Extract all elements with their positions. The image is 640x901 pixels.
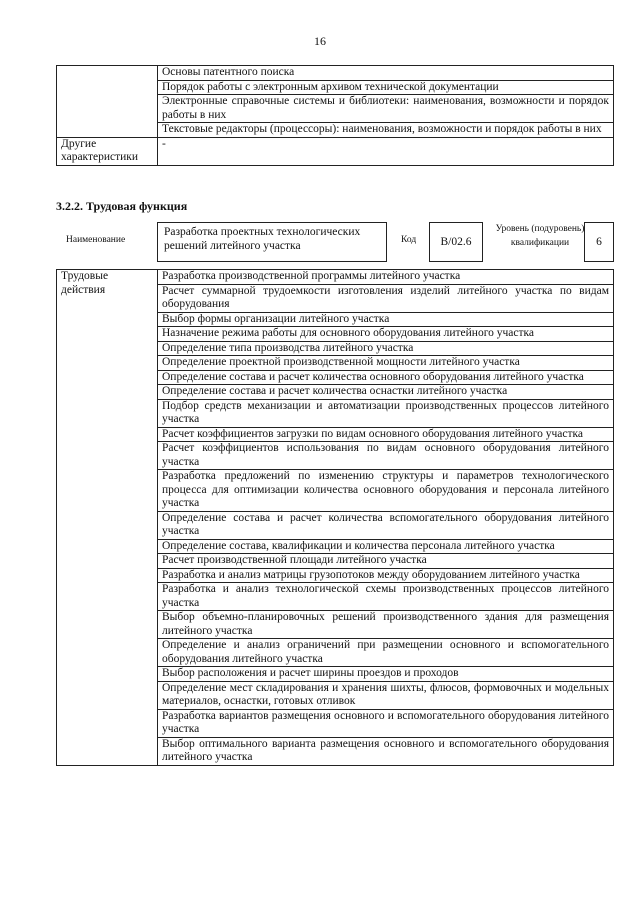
labor-actions-table xyxy=(56,269,614,766)
table-cell: Порядок работы с электронным архивом технической документации xyxy=(158,80,614,95)
table-cell: Основы патентного поиска xyxy=(158,66,614,81)
empty-label-cell xyxy=(57,66,158,138)
table-cell: Текстовые редакторы (процессоры): наименования, возможности и порядок работы в них xyxy=(158,123,614,138)
function-header xyxy=(56,222,616,266)
labor-action-item: Расчет коэффициентов использования по видам основного оборудования литейного участка xyxy=(158,442,614,470)
labor-action-item: Подбор средств механизации и автоматизации производственных процессов литейного участка xyxy=(158,399,614,427)
other-characteristics-value: - xyxy=(158,137,614,165)
page-number: 16 xyxy=(314,34,326,48)
code-label: Код xyxy=(401,235,417,245)
labor-action-item: Разработка вариантов размещения основного и вспомогательного оборудования литейного участка xyxy=(158,709,614,737)
labor-action-item: Выбор формы организации литейного участка xyxy=(158,312,614,327)
code-box: B/02.6 xyxy=(429,222,483,262)
table-row xyxy=(57,270,614,285)
qualification-level-box: 6 xyxy=(584,222,614,262)
labor-action-item: Определение состава, квалификации и количества персонала литейного участка xyxy=(158,539,614,554)
labor-action-item: Определение мест складирования и хранения шихты, флюсов, формовочных и модельных материалов, оснастки, готовых отливок xyxy=(158,681,614,709)
labor-action-item: Разработка и анализ технологической схемы производственных процессов литейного участка xyxy=(158,583,614,611)
labor-action-item: Расчет коэффициентов загрузки по видам основного оборудования литейного участка xyxy=(158,427,614,442)
labor-action-item: Назначение режима работы для основного оборудования литейного участка xyxy=(158,327,614,342)
labor-action-item: Выбор объемно-планировочных решений производственного здания для размещения литейного участка xyxy=(158,611,614,639)
labor-action-item: Расчет суммарной трудоемкости изготовления изделий литейного участка по видам оборудования xyxy=(158,284,614,312)
labor-action-item: Определение проектной производственной мощности литейного участка xyxy=(158,356,614,371)
table-row xyxy=(57,66,614,81)
labor-action-item: Определение типа производства литейного участка xyxy=(158,341,614,356)
labor-action-item: Определение состава и расчет количества вспомогательного оборудования литейного участка xyxy=(158,511,614,539)
labor-action-item: Разработка производственной программы литейного участка xyxy=(158,270,614,285)
table-row xyxy=(57,137,614,165)
labor-action-item: Разработка предложений по изменению структуры и параметров технологического процесса для оптимизации количества основного оборудования и персонала литейного участка xyxy=(158,470,614,512)
labor-action-item: Выбор расположения и расчет ширины проездов и проходов xyxy=(158,667,614,682)
labor-actions-label: Трудовые действия xyxy=(57,270,158,766)
labor-action-item: Определение состава и расчет количества основного оборудования литейного участка xyxy=(158,370,614,385)
table-cell: Электронные справочные системы и библиотеки: наименования, возможности и порядок работы в них xyxy=(158,95,614,123)
function-name-box: Разработка проектных технологических решений литейного участка xyxy=(157,222,387,262)
other-characteristics-label: Другие характеристики xyxy=(57,137,158,165)
name-label: Наименование xyxy=(66,235,126,245)
section-title: 3.2.2. Трудовая функция xyxy=(56,199,188,213)
labor-action-item: Расчет производственной площади литейного участка xyxy=(158,554,614,569)
knowledge-table xyxy=(56,65,614,166)
labor-action-item: Определение состава и расчет количества оснастки литейного участка xyxy=(158,385,614,400)
qualification-level-label: Уровень (подуровень) квалификации xyxy=(495,224,585,248)
labor-action-item: Выбор оптимального варианта размещения основного и вспомогательного оборудования литейного участка xyxy=(158,737,614,765)
labor-action-item: Определение и анализ ограничений при размещении основного и вспомогательного оборудования литейного участка xyxy=(158,639,614,667)
labor-action-item: Разработка и анализ матрицы грузопотоков между оборудованием литейного участка xyxy=(158,568,614,583)
